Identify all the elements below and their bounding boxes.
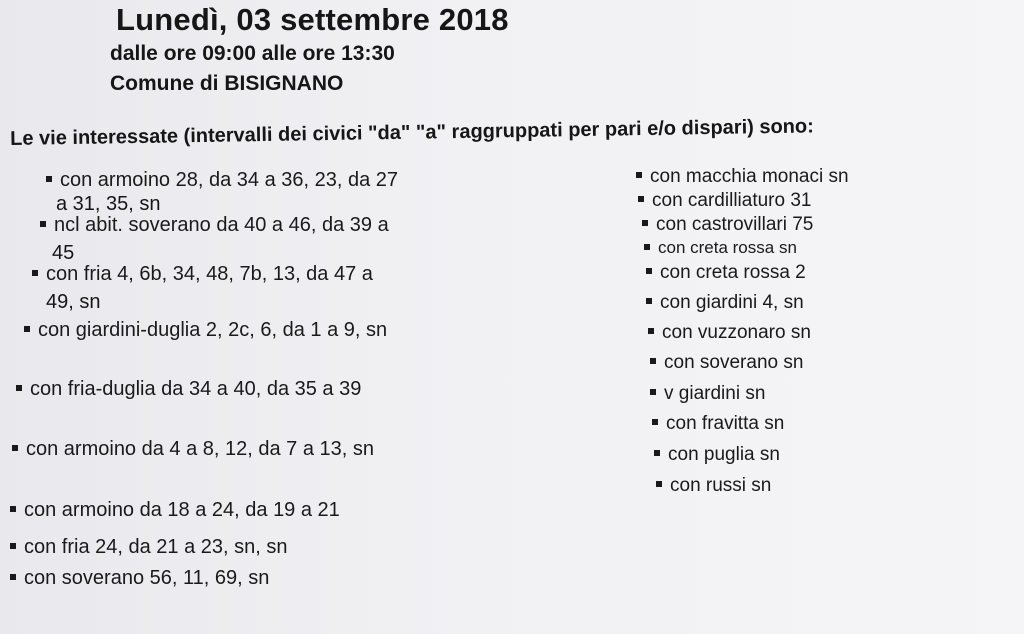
bullet-icon	[644, 244, 650, 250]
bullet-icon	[10, 543, 16, 549]
list-item	[636, 165, 849, 189]
bullet-icon	[12, 445, 18, 451]
list-item	[16, 377, 361, 402]
list-item	[46, 168, 398, 193]
list-item-text: con armoino da 4 a 8, 12, da 7 a 13, sn	[26, 438, 375, 460]
list-item	[642, 213, 813, 237]
list-item	[12, 437, 374, 462]
list-item	[10, 535, 288, 560]
bullet-icon	[650, 389, 656, 395]
bullet-icon	[650, 358, 656, 364]
list-item-text: con giardini-duglia 2, 2c, 6, da 1 a 9, sn	[38, 319, 388, 341]
bullet-icon	[642, 220, 648, 226]
list-item-continuation: a 31, 35, sn	[56, 193, 161, 215]
bullet-icon	[654, 450, 660, 456]
bullet-icon	[10, 506, 16, 512]
list-item-text: con macchia monaci sn	[650, 166, 849, 187]
list-item-text: con castrovillari 75	[656, 214, 814, 235]
list-item-text: con soverano sn	[664, 352, 804, 373]
intro-text: Le vie interessate (intervalli dei civici "da" "a" raggruppati per pari e/o dispari) sono:	[10, 115, 814, 150]
list-item	[648, 321, 811, 345]
list-item-text: con armoino da 18 a 24, da 19 a 21	[24, 499, 340, 521]
list-item	[656, 474, 771, 498]
bullet-icon	[24, 326, 30, 332]
list-item-continuation: 49, sn	[46, 291, 101, 313]
list-item	[650, 351, 803, 375]
list-item	[10, 498, 340, 523]
list-item	[638, 189, 811, 213]
list-item-text: con fria 4, 6b, 34, 48, 7b, 13, da 47 a	[46, 263, 373, 285]
bullet-icon	[32, 270, 38, 276]
list-item-text: con russi sn	[670, 475, 772, 496]
list-item	[650, 382, 765, 406]
list-item-text: con fravitta sn	[666, 413, 785, 434]
list-item	[10, 566, 269, 591]
list-item-text: v giardini sn	[664, 383, 766, 404]
list-item	[654, 443, 780, 467]
bullet-icon	[648, 328, 654, 334]
list-item	[644, 236, 797, 260]
list-item-text: con armoino 28, da 34 a 36, 23, da 27	[60, 169, 399, 191]
list-item	[646, 291, 804, 315]
list-item-text: con cardilliaturo 31	[652, 190, 812, 211]
list-item-text: con puglia sn	[668, 444, 780, 465]
bullet-icon	[636, 172, 642, 178]
list-item-text: con fria-duglia da 34 a 40, da 35 a 39	[30, 378, 362, 400]
list-item-text: con creta rossa sn	[658, 238, 797, 257]
municipality: Comune di BISIGNANO	[110, 72, 344, 95]
list-item-continuation: 45	[52, 242, 75, 264]
bullet-icon	[46, 176, 52, 182]
list-item	[646, 261, 806, 285]
bullet-icon	[656, 481, 662, 487]
list-item-text: con vuzzonaro sn	[662, 322, 811, 343]
list-item	[32, 262, 373, 287]
bullet-icon	[646, 298, 652, 304]
page-title: Lunedì, 03 settembre 2018	[116, 2, 509, 37]
list-item-text: con giardini 4, sn	[660, 292, 804, 313]
bullet-icon	[638, 196, 644, 202]
list-item-text: con soverano 56, 11, 69, sn	[24, 567, 270, 589]
bullet-icon	[652, 419, 658, 425]
list-item	[40, 213, 389, 238]
time-range: dalle ore 09:00 alle ore 13:30	[110, 42, 395, 65]
bullet-icon	[10, 574, 16, 580]
list-item-text: ncl abit. soverano da 40 a 46, da 39 a	[54, 214, 389, 236]
list-item	[24, 318, 387, 343]
bullet-icon	[16, 385, 22, 391]
list-item	[652, 412, 784, 436]
bullet-icon	[40, 221, 46, 227]
list-item-text: con creta rossa 2	[660, 262, 806, 283]
list-item-text: con fria 24, da 21 a 23, sn, sn	[24, 536, 288, 558]
bullet-icon	[646, 268, 652, 274]
